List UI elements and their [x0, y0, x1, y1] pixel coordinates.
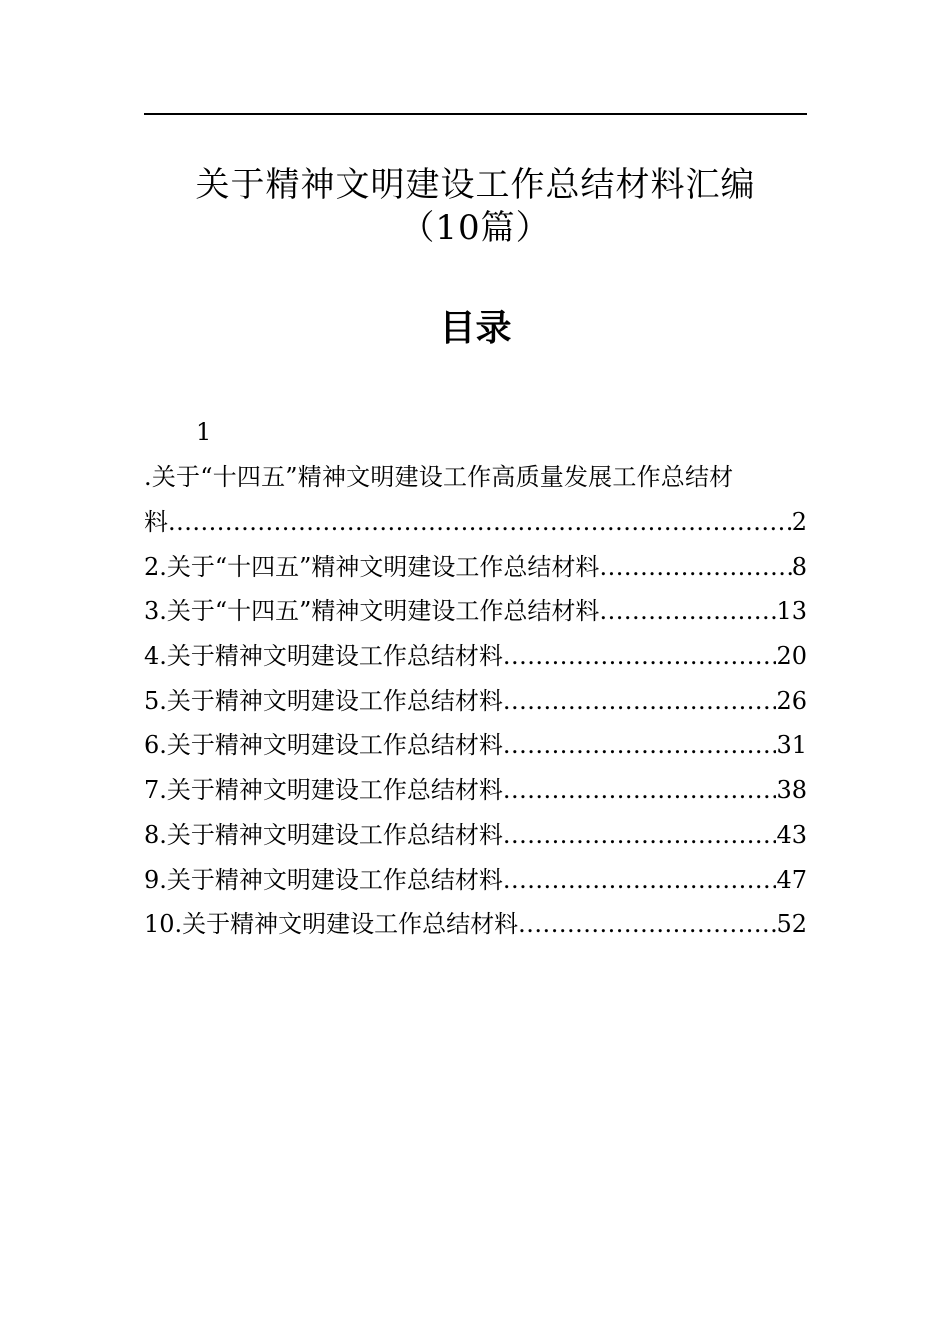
- toc-item-3[interactable]: [144, 589, 807, 633]
- toc-leader-dots: [503, 723, 777, 768]
- toc-item-text: 6.关于精神文明建设工作总结材料: [144, 731, 503, 759]
- toc-heading: 目录: [439, 307, 512, 349]
- toc-item-7[interactable]: [144, 768, 807, 812]
- toc-item-1-page: 2: [791, 508, 807, 536]
- toc-item-1[interactable]: [144, 500, 807, 544]
- toc-item-4[interactable]: [144, 634, 807, 678]
- toc-item-text: 8.关于精神文明建设工作总结材料: [144, 821, 503, 849]
- toc-item-10[interactable]: [144, 902, 807, 946]
- toc-item-page: 20: [776, 642, 807, 670]
- toc-leader-dots: [503, 679, 777, 724]
- toc-leader-dots: [168, 500, 792, 545]
- toc-item-page: 31: [776, 731, 807, 759]
- toc-item-page: 47: [776, 866, 807, 894]
- toc-item-text: 10.关于精神文明建设工作总结材料: [144, 910, 519, 938]
- toc-item-8[interactable]: [144, 813, 807, 857]
- toc-leader-dots: [503, 634, 777, 679]
- toc-item-2[interactable]: [144, 545, 807, 589]
- toc-item-page: 13: [776, 597, 807, 625]
- toc-item-1-text[interactable]: .关于“十四五”精神文明建设工作高质量发展工作总结材: [144, 463, 734, 491]
- toc-item-page: 43: [776, 821, 807, 849]
- toc-item-text: 7.关于精神文明建设工作总结材料: [144, 776, 503, 804]
- toc-leader-dots: [503, 768, 777, 813]
- toc-leader-dots: [503, 813, 777, 858]
- toc-item-1-number[interactable]: 1: [196, 418, 212, 446]
- toc-item-page: 38: [776, 776, 807, 804]
- document-title: 关于精神文明建设工作总结材料汇编: [195, 165, 756, 205]
- toc-item-text: 2.关于“十四五”精神文明建设工作总结材料: [144, 553, 600, 581]
- toc-item-9[interactable]: [144, 858, 807, 902]
- header-rule: [144, 113, 807, 115]
- toc-leader-dots: [599, 545, 791, 590]
- toc-item-page: 8: [791, 553, 807, 581]
- toc-item-5[interactable]: [144, 679, 807, 723]
- toc-item-1-text-cont: 料: [144, 508, 168, 536]
- toc-leader-dots: [599, 589, 776, 634]
- toc-item-text: 9.关于精神文明建设工作总结材料: [144, 866, 503, 894]
- toc-item-6[interactable]: [144, 723, 807, 767]
- toc-item-text: 4.关于精神文明建设工作总结材料: [144, 642, 503, 670]
- toc-leader-dots: [503, 858, 777, 903]
- toc-item-page: 26: [776, 687, 807, 715]
- toc-leader-dots: [518, 902, 776, 947]
- document-subtitle: （10篇）: [400, 208, 551, 248]
- toc-item-text: 3.关于“十四五”精神文明建设工作总结材料: [144, 597, 600, 625]
- toc-item-text: 5.关于精神文明建设工作总结材料: [144, 687, 503, 715]
- toc-item-page: 52: [776, 910, 807, 938]
